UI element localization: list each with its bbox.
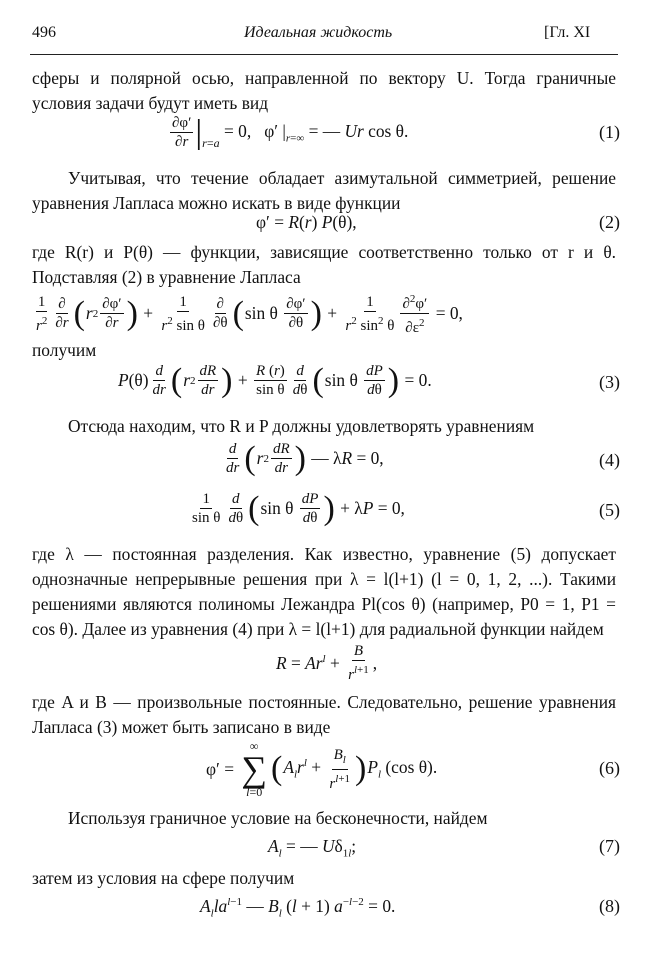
equation-number: (6) (599, 758, 620, 778)
paragraph-3: где R(r) и P(θ) — функции, зависящие соответственно только от r и θ. Подставляя (2) в уравнение Лапласа (32, 242, 616, 287)
paragraph-4: получим (32, 340, 97, 360)
equation-number: (2) (599, 212, 620, 232)
equation-2: φ′ = R(r) P(θ), (2) (256, 212, 620, 232)
equation-1: $\frac{\partial\varphi'}{\partial r}$ | r=a = 0, φ′ $|_{r=\infty}$ = — Ur cos θ. (1) (172, 113, 620, 151)
laplace-equation: $\frac{1}{r^2}$ $\frac{\partial}{\partial r}$ ( r 2 $\frac{\partial\varphi'}{\partial r}$ ) + $\frac{1}{r^2 \sin \theta}$ $\frac{\partial}{\partial\theta}$ ( sin θ $\frac{\partial\varphi'}{\partial\theta}$ ) + $\frac{1}{r^2 \sin^2 \theta}$ $\frac{\partial^2\varphi'}{\partial\varepsilon^2}$ = 0, (30, 290, 620, 336)
equation-number: (8) (599, 896, 620, 916)
equation-3: P(θ) $\frac{d}{dr}$ ( r 2 $\frac{dR}{dr}$ ) + $\frac{R (r)}{\text{sin θ}}$ $\frac{d}{d\theta}$ ( sin θ $\frac{dP}{d\theta}$ ) = 0. (3) (118, 361, 620, 399)
chapter-label: [Гл. XI (544, 24, 591, 41)
equation-7: $A_l$ = — $U\delta_{1l}$; (7) (268, 836, 620, 860)
paragraph-2: Учитывая, что течение обладает азимутальной симметрией, решение уравнения Лапласа можно искать в виде функции (32, 168, 616, 213)
equation-5: $\frac{1}{\text{sin θ}}$ $\frac{d}{d\theta}$ ( sin θ $\frac{dP}{d\theta}$ ) + λP = 0, (5) (192, 489, 620, 527)
equation-4: $\frac{d}{dr}$ ( r 2 $\frac{dR}{dr}$ ) — λR = 0, (4) (226, 439, 620, 477)
paragraph-8: Используя граничное условие на бесконечности, найдем (68, 808, 488, 828)
radial-solution-equation: $R = Ar^l$ + $\frac{B}{r^{l+1}}$ , (276, 643, 378, 683)
paragraph-9: затем из условия на сфере получим (32, 868, 295, 888)
equation-number: (1) (599, 122, 620, 142)
paragraph-5: Отсюда находим, что R и P должны удовлетворять уравнениям (68, 416, 535, 436)
equation-number: (5) (599, 500, 620, 520)
paragraph-1: сферы и полярной осью, направленной по вектору U. Тогда граничные условия задачи будут иметь вид (32, 68, 616, 113)
page-number: 496 (32, 24, 56, 41)
equation-number: (4) (599, 450, 620, 470)
paragraph-7: где A и B — произвольные постоянные. Следовательно, решение уравнения Лапласа (3) может быть записано в виде (32, 692, 616, 737)
header-rule (30, 54, 618, 55)
running-title: Идеальная жидкость (244, 24, 393, 41)
equation-number: (3) (599, 372, 620, 392)
equation-8: $A_lla^{l-1}$ — $B_l$ (l + 1) $a^{-l-2} = 0$. (8) (200, 896, 620, 920)
paragraph-6: где λ — постоянная разделения. Как известно, уравнение (5) допускает однозначные непрерывные решения при λ = l(l+1) (l = 0, 1, 2, ...). Такими решениями являются полиномы Лежандра Pl(cos θ) (например, P0 = 1, P1 = cos θ). Далее из уравнения (4) при λ = l(l+1) для радиальной функции найдем (32, 544, 616, 639)
equation-6: φ′ = ∞ ∑ l=0 ( $A_lr^l$ + $\frac{B_l}{r^{l+1}}$ ) $P_l$ (cos θ). (6) (206, 739, 620, 799)
equation-number: (7) (599, 836, 620, 856)
